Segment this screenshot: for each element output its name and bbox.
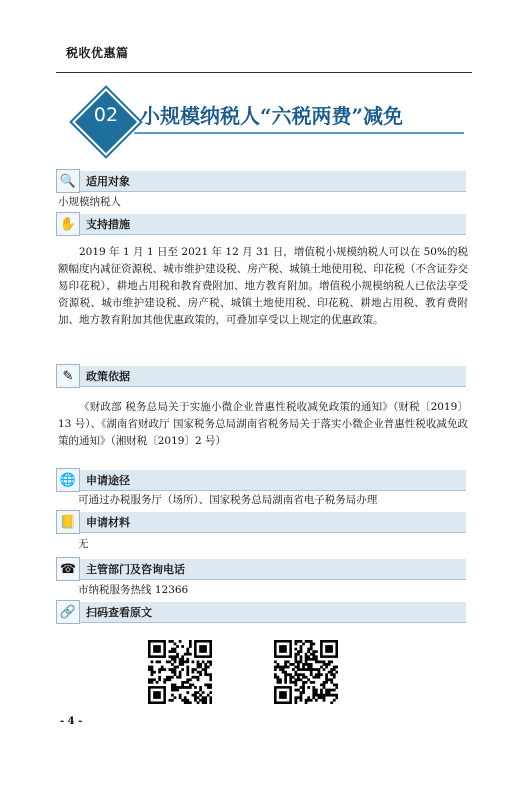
qr-code-icon[interactable]	[274, 640, 338, 704]
target-content: 小规模纳税人	[58, 196, 121, 208]
section-label: 申请材料	[86, 516, 130, 529]
page-title: 小规模纳税人“六税两费”减免	[140, 104, 404, 128]
hand-icon: ✋	[56, 212, 80, 236]
materials-content: 无	[78, 538, 89, 550]
phone-icon: ☎	[56, 557, 80, 581]
measures-content: 2019 年 1 月 1 日至 2021 年 12 月 31 日，增值税小规模纳税人可以在 50%的税额幅度内减征资源税、城市维护建设税、房产税、城镇土地使用税、印花税（不含证券交易印花税）、耕地占用税和教育费附加、地方教育附加。增值税小规模纳税人已依法享受资源税、城市维护建设税、房产税、城镇土地使用税、印花税、耕地占用税、教育费附加、地方教育附加其他优惠政策的，可叠加享受以上规定的优惠政策。	[58, 246, 468, 326]
qr-code-icon[interactable]	[148, 640, 212, 704]
section-header-target	[56, 171, 466, 192]
notebook-icon: 📒	[56, 510, 80, 534]
section-label: 主管部门及咨询电话	[86, 563, 185, 576]
section-header-materials	[56, 512, 466, 533]
section-label: 扫码查看原文	[86, 606, 152, 619]
basis-content: 《财政部 税务总局关于实施小微企业普惠性税收减免政策的通知》（财税〔2019〕13 号）、《湖南省财政厅 国家税务总局湖南省税务局关于落实小微企业普惠性税收减免政策的通知》（湘财税〔2019〕2 号）	[58, 401, 468, 447]
edit-document-icon: ✎	[56, 364, 80, 388]
section-header-measures	[56, 214, 466, 235]
channel-content: 可通过办税服务厅（场所）、国家税务总局湖南省电子税务局办理	[78, 494, 378, 506]
contact-content: 市纳税服务热线 12366	[78, 584, 189, 596]
section-label: 适用对象	[86, 175, 130, 188]
running-header: 税收优惠篇	[66, 46, 129, 60]
section-header-basis	[56, 366, 466, 387]
section-header-scan	[56, 602, 466, 623]
section-header-contact	[56, 559, 466, 580]
page-number: - 4 -	[60, 716, 83, 727]
section-label: 政策依据	[86, 370, 130, 383]
section-header-channel	[56, 470, 466, 491]
section-number: 02	[93, 104, 119, 126]
section-label: 申请途径	[86, 474, 130, 487]
section-label: 支持措施	[86, 218, 130, 231]
title-underline	[134, 132, 464, 134]
section-title-block	[80, 96, 480, 166]
person-search-icon: 🔍	[56, 169, 80, 193]
header-divider	[56, 72, 472, 73]
globe-icon: 🌐	[56, 468, 80, 492]
link-icon: 🔗	[56, 600, 80, 624]
